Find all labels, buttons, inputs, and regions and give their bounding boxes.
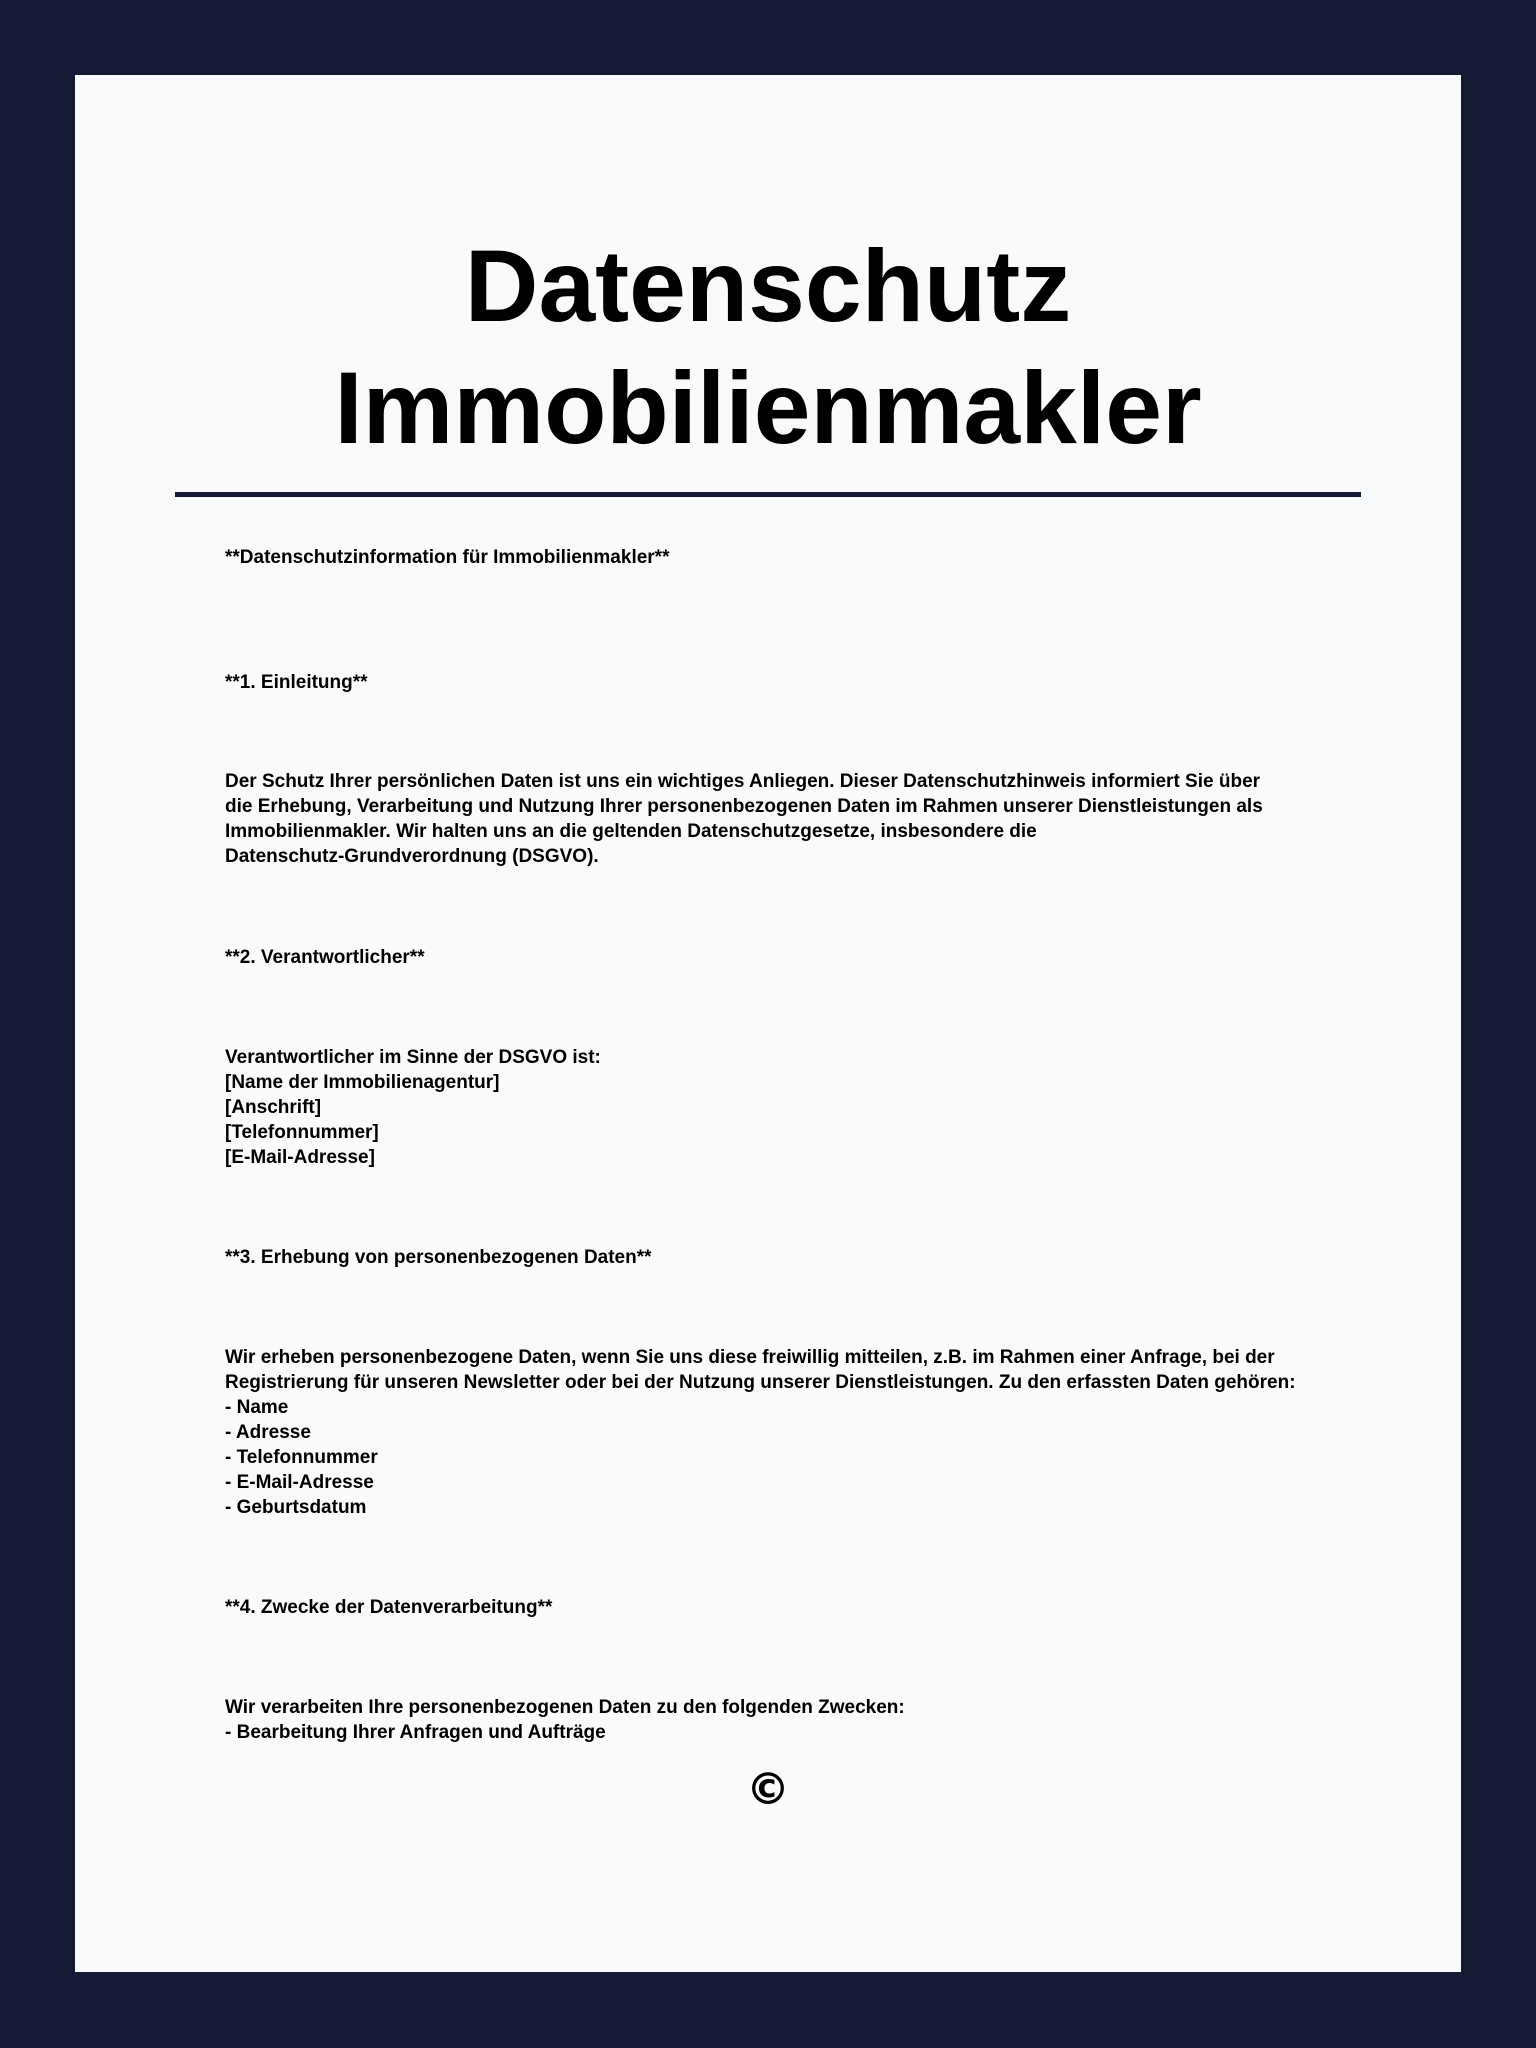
main-heading: **Datenschutzinformation für Immobilienmakler**: [225, 547, 670, 568]
title-line-2: Immobilienmakler: [334, 351, 1202, 465]
title-line-1: Datenschutz: [464, 229, 1072, 343]
section-1-heading: **1. Einleitung**: [225, 672, 368, 693]
section-3-text: Wir erheben personenbezogene Daten, wenn Sie uns diese freiwillig mitteilen, z.B. im Rahmen einer Anfrage, bei der Registrierung für unseren Newsletter oder bei der Nutzung unserer Dienstleistungen. Zu den erfassten Daten gehören: - Name - Adresse - Telefonnummer - E-Mail-Adresse - Geburtsdatum: [225, 1347, 1296, 1518]
section-4-heading: **4. Zwecke der Datenverarbeitung**: [225, 1597, 553, 1618]
section-2-text: Verantwortlicher im Sinne der DSGVO ist: [Name der Immobilienagentur] [Anschrift] [Telefonnummer] [E-Mail-Adresse]: [225, 1047, 601, 1168]
section-1-text: Der Schutz Ihrer persönlichen Daten ist uns ein wichtiges Anliegen. Dieser Datenschutzhinweis informiert Sie über die Erhebung, Verarbeitung und Nutzung Ihrer personenbezogenen Daten im Rahmen unserer Dienstleistungen als Immobilienmakler. Wir halten uns an die geltenden Datenschutzgesetze, insbesondere die Datenschutz-Grundverordnung (DSGVO).: [225, 771, 1263, 867]
document-page: [75, 75, 1461, 1972]
section-2-heading: **2. Verantwortlicher**: [225, 947, 425, 968]
page-title: [75, 225, 1461, 469]
copyright-icon: ©: [746, 1764, 790, 1815]
section-4-text: Wir verarbeiten Ihre personenbezogenen Daten zu den folgenden Zwecken: - Bearbeitung Ihrer Anfragen und Aufträge: [225, 1697, 905, 1743]
title-divider: [175, 492, 1361, 497]
section-3-heading: **3. Erhebung von personenbezogenen Daten**: [225, 1247, 652, 1268]
